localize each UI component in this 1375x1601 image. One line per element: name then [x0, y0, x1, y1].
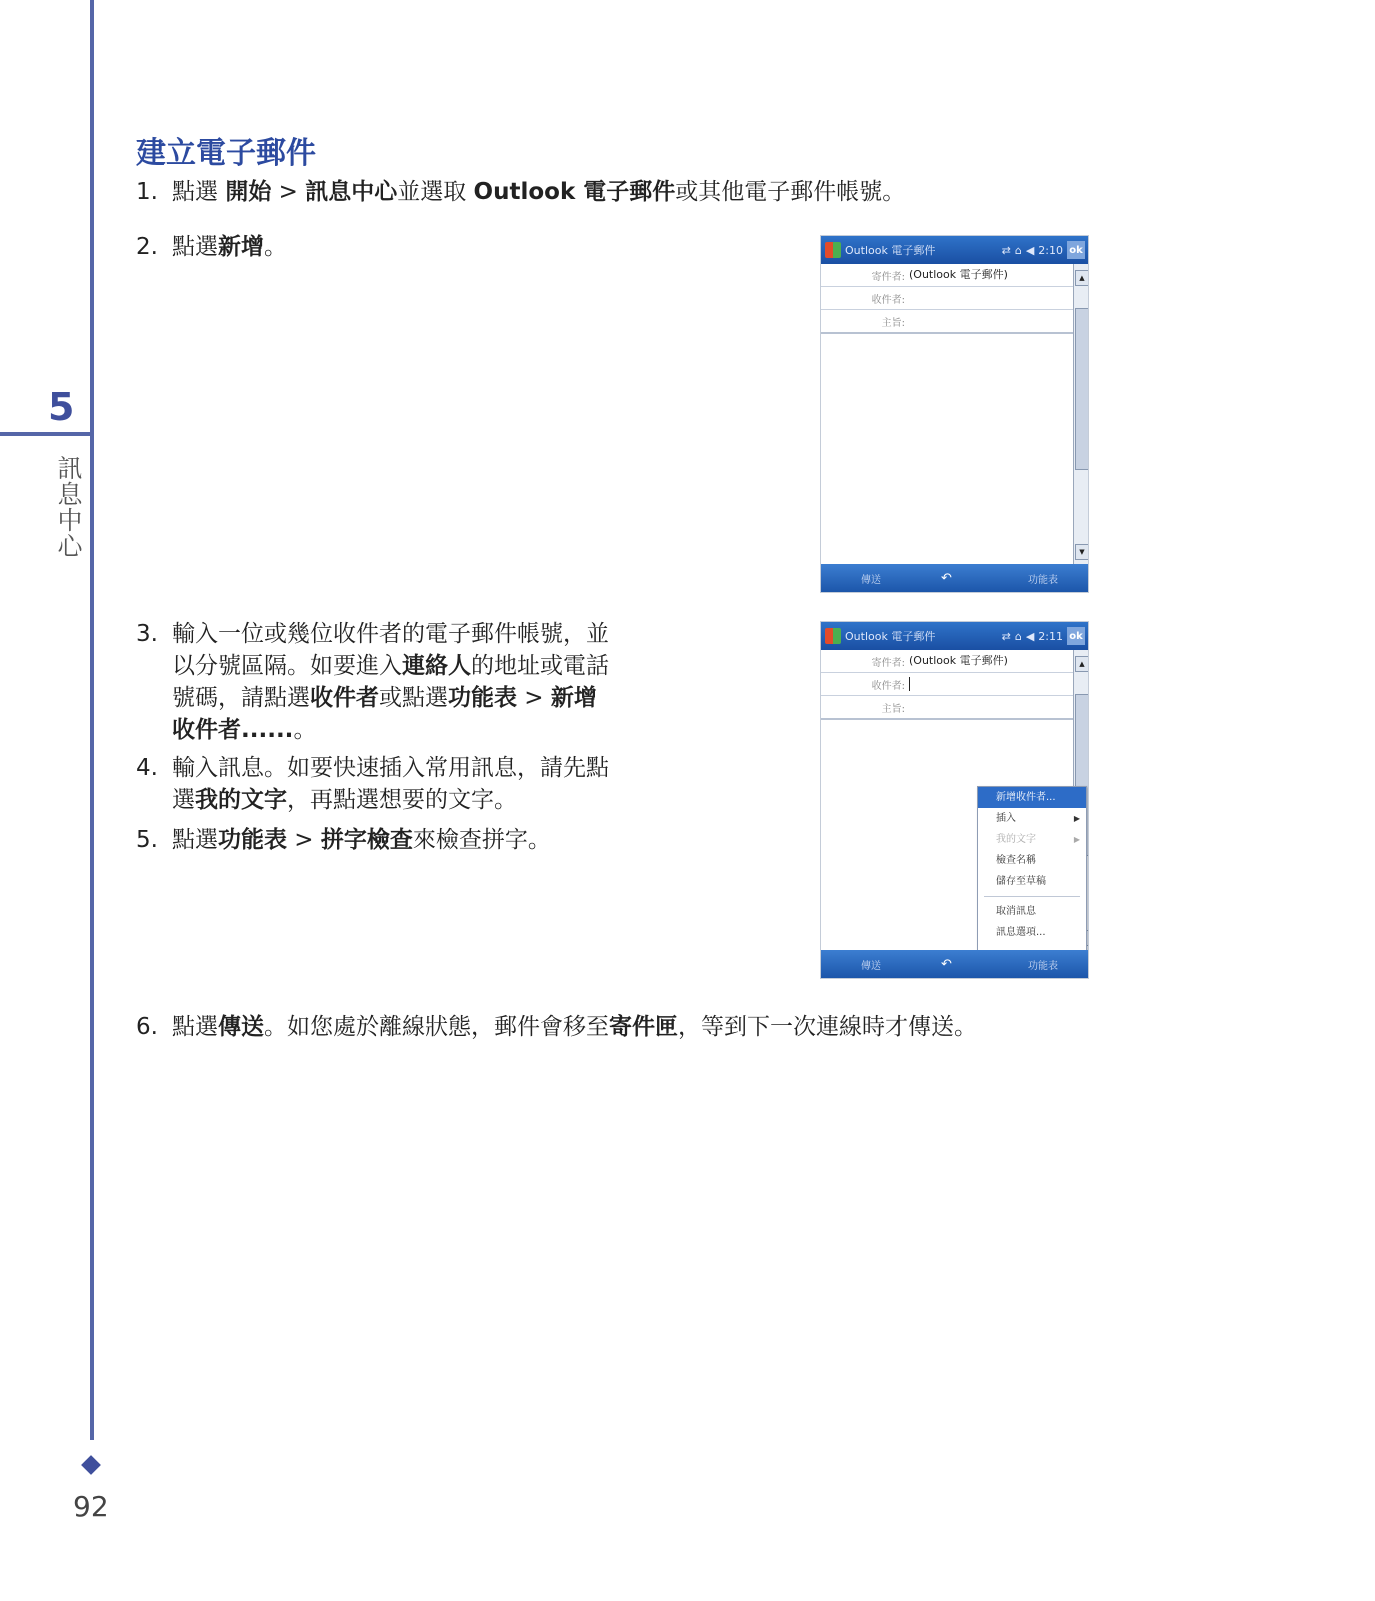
- clock[interactable]: 2:11: [1038, 629, 1063, 643]
- clock[interactable]: 2:10: [1038, 243, 1063, 257]
- title-bar: [821, 622, 1088, 650]
- app-title: Outlook 電子郵件: [845, 244, 936, 257]
- emphasis: 傳送: [218, 1014, 264, 1040]
- step-2: [136, 231, 636, 263]
- emphasis: 新增收件者......: [172, 685, 597, 743]
- emphasis: 新增: [218, 234, 264, 260]
- signal-icon[interactable]: ⌂: [1014, 243, 1022, 257]
- volume-icon[interactable]: ◀: [1025, 629, 1035, 643]
- input-panel-icon[interactable]: ↶: [941, 570, 952, 586]
- input-panel-icon[interactable]: ↶: [941, 956, 952, 972]
- emphasis: 連絡人: [402, 653, 471, 679]
- emphasis: 我的文字: [195, 787, 287, 813]
- emphasis: 功能表: [448, 685, 517, 711]
- ok-button[interactable]: ok: [1067, 627, 1085, 645]
- step-1: [136, 176, 996, 208]
- page-number: 92: [73, 1490, 109, 1523]
- subject-field[interactable]: [821, 310, 1073, 333]
- to-label: 收件者:: [871, 681, 905, 692]
- device-screenshot-new-email: [820, 235, 1089, 593]
- volume-icon[interactable]: ◀: [1025, 243, 1035, 257]
- start-menu-icon[interactable]: [825, 628, 841, 644]
- step-number: 4.: [136, 755, 158, 781]
- step-text: 點選傳送。如您處於離線狀態，郵件會移至寄件匣，等到下一次連線時才傳送。: [172, 1014, 977, 1040]
- scroll-up-icon[interactable]: ▲: [1075, 656, 1089, 672]
- app-title: Outlook 電子郵件: [845, 630, 936, 643]
- menu-popup: [977, 786, 1087, 952]
- to-field[interactable]: [821, 287, 1073, 310]
- submenu-arrow-icon: ▶: [1073, 814, 1080, 823]
- menu-separator: [984, 896, 1080, 897]
- step-text: 輸入訊息。如要快速插入常用訊息，請先點選我的文字，再點選想要的文字。: [172, 755, 609, 813]
- step-text: 點選功能表 > 拼字檢查來檢查拼字。: [172, 827, 551, 853]
- chapter-number: 5: [48, 385, 75, 429]
- chapter-tab-rule: [0, 432, 92, 436]
- diamond-icon: [81, 1455, 101, 1475]
- step-text: 點選新增。: [172, 234, 287, 260]
- from-field[interactable]: [821, 650, 1073, 673]
- from-value: (Outlook 電子郵件): [909, 654, 1008, 667]
- menu-item-message-options[interactable]: 訊息選項...: [996, 927, 1046, 938]
- menu-bar: [821, 564, 1088, 592]
- menu-button[interactable]: 功能表: [1028, 574, 1058, 586]
- header-divider: [821, 718, 1073, 720]
- to-label: 收件者:: [871, 295, 905, 306]
- from-label: 寄件者:: [871, 658, 905, 669]
- step-5: [136, 824, 736, 856]
- step-6: [136, 1011, 1136, 1043]
- scroll-down-icon[interactable]: ▼: [1075, 544, 1089, 560]
- step-text: 點選 開始 > 訊息中心並選取 Outlook 電子郵件或其他電子郵件帳號。: [172, 179, 906, 205]
- scroll-thumb[interactable]: [1075, 308, 1089, 470]
- emphasis: 開始: [225, 179, 272, 205]
- step-text: 輸入一位或幾位收件者的電子郵件帳號，並以分號區隔。如要進入連絡人的地址或電話號碼，請點選收件者或點選功能表 > 新增收件者......。: [172, 621, 609, 743]
- margin-rule: [90, 0, 94, 1440]
- title-bar: [821, 236, 1088, 264]
- step-4: [136, 752, 616, 816]
- step-number: 2.: [136, 234, 158, 260]
- from-label: 寄件者:: [871, 272, 905, 283]
- subject-field[interactable]: [821, 696, 1073, 719]
- emphasis: 寄件匣: [609, 1014, 678, 1040]
- subject-label: 主旨:: [881, 704, 905, 715]
- emphasis: 功能表: [218, 827, 287, 853]
- step-number: 3.: [136, 621, 158, 647]
- emphasis: 收件者: [310, 685, 379, 711]
- menu-button[interactable]: 功能表: [1028, 960, 1058, 972]
- connectivity-icon[interactable]: ⇄: [1001, 243, 1011, 257]
- step-number: 6.: [136, 1014, 158, 1040]
- device-screenshot-menu: [820, 621, 1089, 979]
- emphasis: Outlook 電子郵件: [473, 179, 676, 205]
- send-button[interactable]: 傳送: [861, 574, 881, 586]
- scrollbar[interactable]: [1073, 264, 1088, 564]
- from-value: (Outlook 電子郵件): [909, 268, 1008, 281]
- to-field[interactable]: [821, 673, 1073, 696]
- menu-item-insert[interactable]: 插入 ▶: [978, 808, 1086, 829]
- menu-item-cancel-message[interactable]: 取消訊息: [996, 906, 1036, 917]
- connectivity-icon[interactable]: ⇄: [1001, 629, 1011, 643]
- send-button[interactable]: 傳送: [861, 960, 881, 972]
- step-number: 1.: [136, 179, 158, 205]
- step-number: 5.: [136, 827, 158, 853]
- signal-icon[interactable]: ⌂: [1014, 629, 1022, 643]
- section-heading: 建立電子郵件: [136, 136, 316, 171]
- header-divider: [821, 332, 1073, 334]
- start-menu-icon[interactable]: [825, 242, 841, 258]
- ok-button[interactable]: ok: [1067, 241, 1085, 259]
- step-3: [136, 618, 616, 746]
- chapter-name: 訊息中心: [54, 455, 83, 559]
- emphasis: 訊息中心: [305, 179, 398, 205]
- menu-item-my-text[interactable]: 我的文字 ▶: [978, 829, 1086, 850]
- emphasis: 拼字檢查: [320, 827, 413, 853]
- submenu-arrow-icon: ▶: [1073, 835, 1080, 844]
- text-caret: [909, 677, 910, 691]
- menu-bar: [821, 950, 1088, 978]
- menu-item-save-draft[interactable]: 儲存至草稿: [996, 876, 1046, 887]
- scroll-up-icon[interactable]: ▲: [1075, 270, 1089, 286]
- subject-label: 主旨:: [881, 318, 905, 329]
- from-field[interactable]: [821, 264, 1073, 287]
- menu-item-add-recipient[interactable]: 新增收件者...: [978, 787, 1086, 808]
- menu-item-check-names[interactable]: 檢查名稱: [996, 855, 1036, 866]
